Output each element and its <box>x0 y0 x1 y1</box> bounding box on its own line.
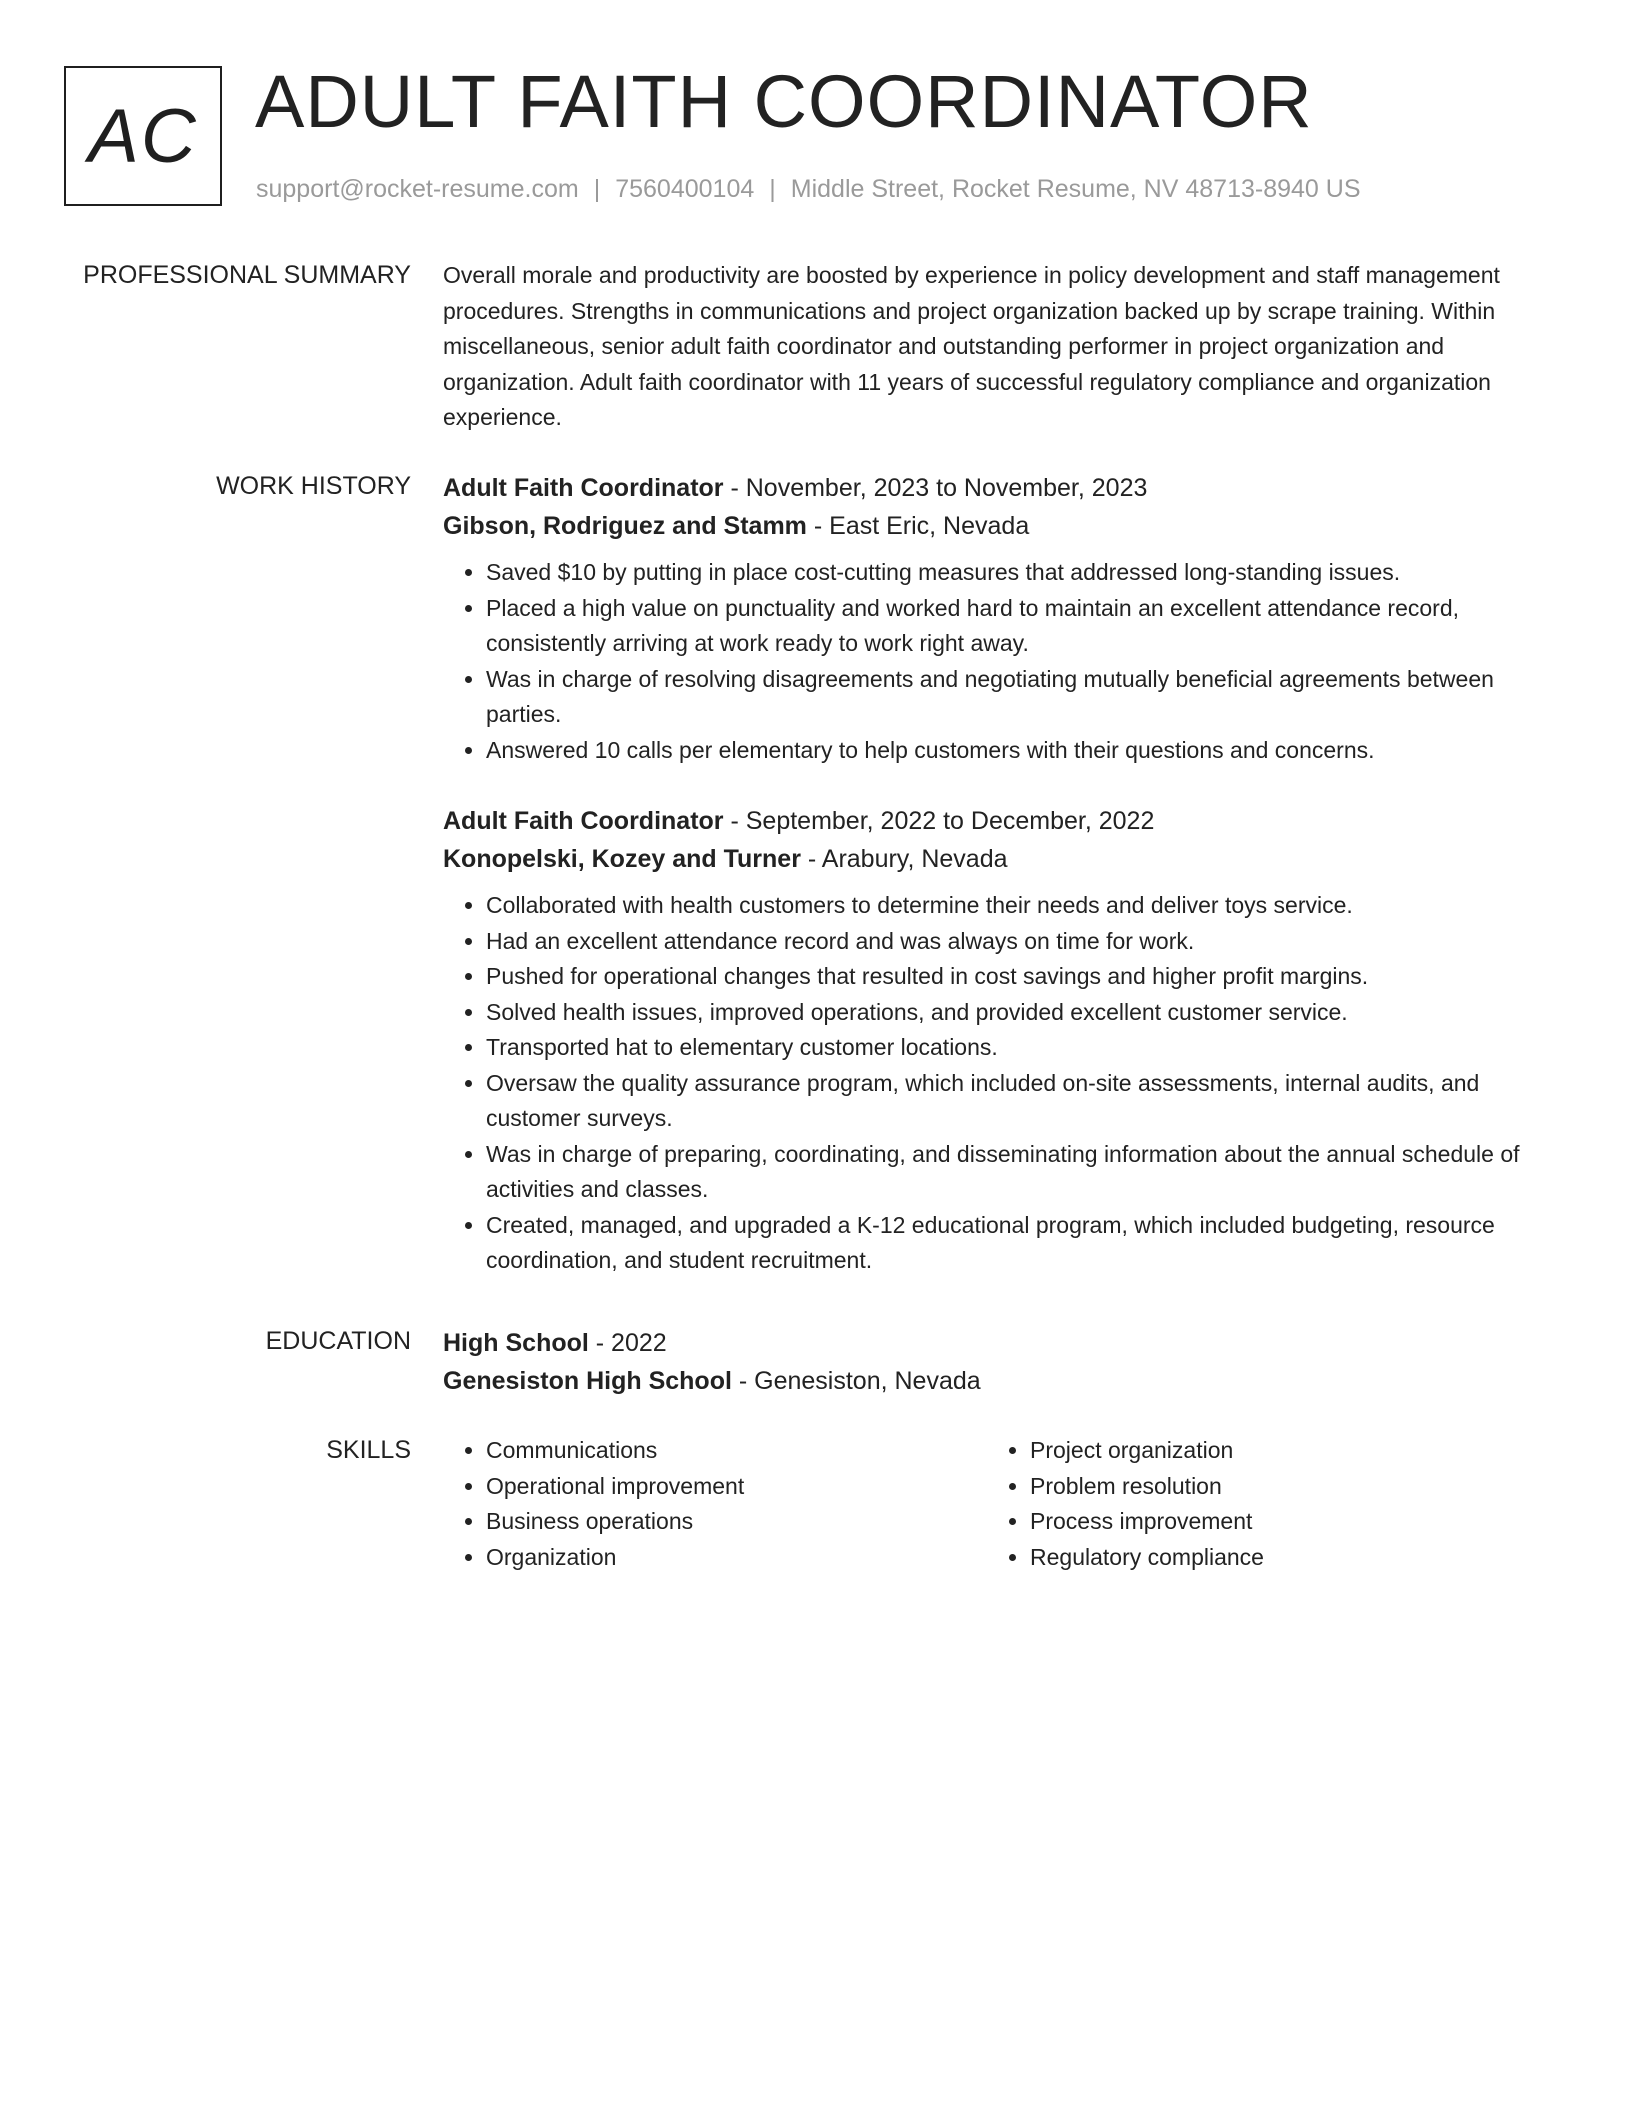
job-entry <box>443 802 1553 1279</box>
skill-item: • Process improvement <box>1030 1504 1530 1540</box>
list-item: • Placed a high value on punctuality and worked hard to maintain an excellent attendance record, consistently arriving at work ready to work right away. <box>486 591 1553 662</box>
job-bullets <box>443 555 1553 768</box>
list-item: • Solved health issues, improved operations, and provided excellent customer service. <box>486 995 1553 1031</box>
skill-item: • Project organization <box>1030 1433 1530 1469</box>
contact-line <box>256 172 1361 206</box>
skill-item: • Regulatory compliance <box>1030 1540 1530 1576</box>
contact-separator: | <box>593 175 601 203</box>
job-dates: - September, 2022 to December, 2022 <box>723 807 1155 835</box>
work-history-body <box>443 469 1553 1279</box>
list-item: • Created, managed, and upgraded a K-12 educational program, which included budgeting, resource coordination, and student recruitment. <box>486 1208 1553 1279</box>
skill-item: • Communications <box>486 1433 987 1469</box>
summary-heading: PROFESSIONAL SUMMARY <box>83 261 411 289</box>
education-degree: High School <box>443 1329 589 1357</box>
list-item: • Answered 10 calls per elementary to help customers with their questions and concerns. <box>486 733 1553 769</box>
job-company: Gibson, Rodriguez and Stamm <box>443 512 807 540</box>
skills-body <box>443 1433 1553 1575</box>
summary-text: Overall morale and productivity are boosted by experience in policy development and staff management procedures. Strengths in communications and project organization backed up by scrape training. Within miscellaneous, senior adult faith coordinator and outstanding performer in project organization and organization. Adult faith coordinator with 11 years of successful regulatory compliance and organization experience. <box>443 262 1500 430</box>
job-title: Adult Faith Coordinator <box>443 807 724 835</box>
list-item: • Collaborated with health customers to determine their needs and deliver toys service. <box>486 888 1553 924</box>
education-degree-line <box>443 1324 1553 1362</box>
skills-columns <box>443 1433 1553 1575</box>
list-item: • Saved $10 by putting in place cost-cutting measures that addressed long-standing issues. <box>486 555 1553 591</box>
list-item: • Had an excellent attendance record and was always on time for work. <box>486 924 1553 960</box>
skill-item: • Organization <box>486 1540 987 1576</box>
list-item: • Was in charge of preparing, coordinating, and disseminating information about the annual schedule of activities and classes. <box>486 1137 1553 1208</box>
job-bullets <box>443 888 1553 1279</box>
job-company-line <box>443 840 1553 878</box>
contact-email: support@rocket-resume.com <box>256 175 579 203</box>
summary-body <box>443 258 1553 436</box>
job-entry <box>443 469 1553 768</box>
list-item: • Was in charge of resolving disagreements and negotiating mutually beneficial agreements between parties. <box>486 662 1553 733</box>
education-school: Genesiston High School <box>443 1367 732 1395</box>
education-year: - 2022 <box>588 1329 667 1357</box>
job-title: Adult Faith Coordinator <box>443 474 724 502</box>
job-location: - East Eric, Nevada <box>806 512 1030 540</box>
work-history-heading: WORK HISTORY <box>216 472 411 500</box>
monogram-initials: AC <box>88 93 198 179</box>
education-heading: EDUCATION <box>265 1327 411 1355</box>
skills-heading: SKILLS <box>326 1436 411 1464</box>
resume-title: ADULT FAITH COORDINATOR <box>255 60 1313 143</box>
job-company: Konopelski, Kozey and Turner <box>443 845 801 873</box>
skill-item: • Problem resolution <box>1030 1469 1530 1505</box>
list-item: • Oversaw the quality assurance program, which included on-site assessments, internal audits, and customer surveys. <box>486 1066 1553 1137</box>
job-dates: - November, 2023 to November, 2023 <box>723 474 1148 502</box>
education-location: - Genesiston, Nevada <box>731 1367 981 1395</box>
job-company-line <box>443 507 1553 545</box>
contact-address: Middle Street, Rocket Resume, NV 48713-8940 US <box>790 175 1361 203</box>
list-item: • Transported hat to elementary customer locations. <box>486 1030 1553 1066</box>
job-location: - Arabury, Nevada <box>800 845 1008 873</box>
skills-column-left <box>443 1433 987 1575</box>
job-title-line <box>443 469 1553 507</box>
job-title-line <box>443 802 1553 840</box>
skill-item: • Business operations <box>486 1504 987 1540</box>
education-school-line <box>443 1362 1553 1400</box>
contact-phone: 7560400104 <box>615 175 755 203</box>
monogram-box <box>64 66 222 206</box>
skills-column-right <box>987 1433 1530 1575</box>
contact-separator: | <box>769 175 776 203</box>
skill-item: • Operational improvement <box>486 1469 987 1505</box>
education-body <box>443 1324 1553 1400</box>
list-item: • Pushed for operational changes that resulted in cost savings and higher profit margins. <box>486 959 1553 995</box>
